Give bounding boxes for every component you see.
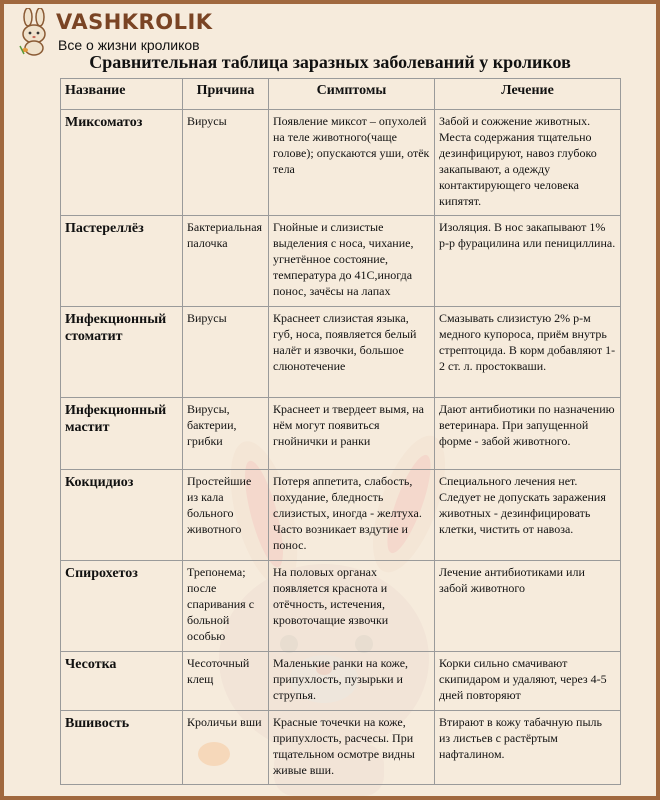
disease-treatment: Лечение антибиотиками или забой животного: [435, 561, 621, 652]
disease-cause: Кроличьи вши: [183, 711, 269, 785]
disease-cause: Вирусы, бактерии, грибки: [183, 398, 269, 470]
disease-treatment: Смазывать слизистую 2% р-м медного купороса, приём внутрь стрептоцида. В корм добавляют 1-2 ст. л. простокваши.: [435, 307, 621, 398]
disease-symptoms: Краснеет слизистая языка, губ, носа, появляется белый налёт и язвочки, большое слюнотечение: [269, 307, 435, 398]
disease-treatment: Забой и сожжение животных. Места содержания тщательно дезинфицируют, навоз глубоко закапывают, а одежду контактирующего человека кипятят.: [435, 110, 621, 216]
disease-name: Чесотка: [61, 652, 183, 711]
disease-symptoms: Гнойные и слизистые выделения с носа, чихание, угнетённое состояние, температура до 41С,иногда понос, зачёсы на лапах: [269, 216, 435, 307]
disease-symptoms: Потеря аппетита, слабость, похудание, бледность слизистых, иногда - желтуха. Часто возникает вздутие и понос.: [269, 470, 435, 561]
table-row: [61, 470, 621, 561]
header-symptoms: Симптомы: [269, 79, 435, 110]
disease-symptoms: Маленькие ранки на коже, припухлость, пузырьки и струпья.: [269, 652, 435, 711]
disease-symptoms: Краснеет и твердеет вымя, на нём могут появиться гнойнички и ранки: [269, 398, 435, 470]
table-row: [61, 398, 621, 470]
table-row: [61, 216, 621, 307]
header-name: Название: [61, 79, 183, 110]
disease-name: Спирохетоз: [61, 561, 183, 652]
disease-symptoms: Красные точечки на коже, припухлость, расчесы. При тщательном осмотре видны живые вши.: [269, 711, 435, 785]
disease-cause: Простейшие из кала больного животного: [183, 470, 269, 561]
table-row: [61, 110, 621, 216]
disease-cause: Вирусы: [183, 110, 269, 216]
disease-treatment: Втирают в кожу табачную пыль из листьев с растёртым нафталином.: [435, 711, 621, 785]
disease-name: Инфекционный мастит: [61, 398, 183, 470]
table-header-row: [61, 79, 621, 110]
table-row: [61, 561, 621, 652]
disease-treatment: Дают антибиотики по назначению ветеринара. При запущенной форме - забой животного.: [435, 398, 621, 470]
page-title: Сравнительная таблица заразных заболеваний у кроликов: [89, 52, 571, 72]
disease-cause: Вирусы: [183, 307, 269, 398]
table-row: [61, 652, 621, 711]
site-name: VASHKROLIK: [56, 10, 213, 34]
site-tagline: Все о жизни кроликов: [58, 37, 200, 53]
disease-treatment: Корки сильно смачивают скипидаром и удаляют, через 4-5 дней повторяют: [435, 652, 621, 711]
page-frame: [4, 4, 656, 796]
table-row: [61, 711, 621, 785]
disease-symptoms: На половых органах появляется краснота и отёчность, истечения, кровоточащие язвочки: [269, 561, 435, 652]
disease-name: Вшивость: [61, 711, 183, 785]
disease-cause: Бактериальная палочка: [183, 216, 269, 307]
disease-name: Миксоматоз: [61, 110, 183, 216]
header-treatment: Лечение: [435, 79, 621, 110]
table-row: [61, 307, 621, 398]
disease-cause: Чесоточный клещ: [183, 652, 269, 711]
disease-cause: Трепонема; после спаривания с больной особью: [183, 561, 269, 652]
disease-symptoms: Появление миксот – опухолей на теле животного(чаще голове); опускаются уши, отёк тела: [269, 110, 435, 216]
header-cause: Причина: [183, 79, 269, 110]
disease-name: Пастереллёз: [61, 216, 183, 307]
disease-treatment: Изоляция. В нос закапывают 1% р-р фурацилина или пенициллина.: [435, 216, 621, 307]
site-logo[interactable]: [12, 8, 272, 56]
bunny-logo-icon: [12, 8, 58, 56]
disease-name: Инфекционный стоматит: [61, 307, 183, 398]
disease-treatment: Специального лечения нет. Следует не допускать заражения животных - дезинфицировать клетки, чистить от навоза.: [435, 470, 621, 561]
disease-name: Кокцидиоз: [61, 470, 183, 561]
diseases-table: [60, 78, 621, 785]
